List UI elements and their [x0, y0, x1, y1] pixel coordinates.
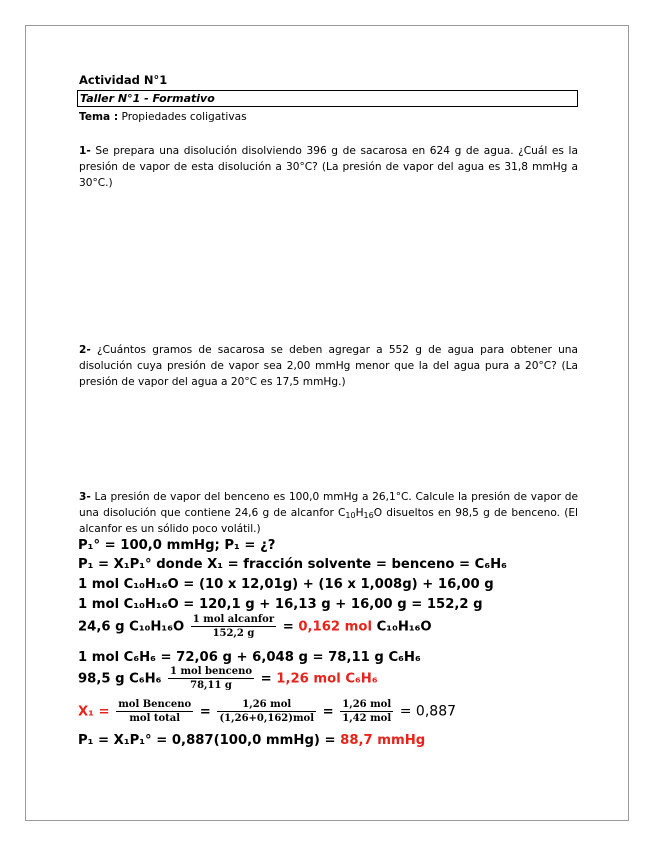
solution-line-2: P₁ = X₁P₁° donde X₁ = fracción solvente = benceno = C₆H₆ [78, 557, 507, 572]
fraction-denominator: 78,11 g [190, 680, 232, 691]
mole-fraction-substitution [217, 698, 316, 725]
activity-title: Actividad N°1 [79, 73, 168, 87]
fraction-denominator: mol total [129, 713, 181, 724]
question-1-text: Se prepara una disolución disolviendo 396 g de sacarosa en 624 g de agua. ¿Cuál es la presión de vapor de esta disolución a 30°C? (La presión de vapor del agua es 31,8 mmHg a 30°C.) [79, 145, 578, 189]
solution-line-8 [78, 698, 456, 725]
fraction-denominator: 152,2 g [212, 628, 255, 639]
solution-line-7 [78, 665, 378, 692]
question-3 [79, 489, 578, 537]
mole-fraction-result: = 0,887 [399, 703, 457, 720]
question-3-text-a: La presión de vapor del benceno es 100,0 mmHg a 26,1°C. Calcule la presión de vapor de una disolución que contiene 24,6 g de alcanfor C [79, 491, 578, 519]
fraction-denominator: (1,26+0,162)mol [219, 713, 315, 724]
question-2 [79, 342, 578, 390]
final-pressure-result: 88,7 mmHg [340, 733, 426, 748]
solution-line-6: 1 mol C₆H₆ = 72,06 g + 6,048 g = 78,11 g C₆H₆ [78, 650, 421, 665]
line-8-equals-1: = [199, 704, 211, 720]
question-3-sub-h: 16 [363, 511, 374, 520]
fraction-numerator: 1 mol alcanfor [192, 614, 275, 625]
question-2-text: ¿Cuántos gramos de sacarosa se deben agregar a 552 g de agua para obtener una disolución cuya presión de vapor sea 2,00 mmHg menor que la del agua pura a 20°C? (La presión de vapor del agua a 20°C es 17,5 mmHg.) [79, 344, 579, 388]
question-3-number: 3- [79, 491, 91, 503]
question-3-h: H [355, 507, 364, 519]
fraction-numerator: 1,26 mol [217, 698, 316, 712]
topic-value: Propiedades coligativas [121, 111, 247, 123]
mole-fraction-label: X₁ = [78, 704, 110, 720]
fraction-numerator: 1,26 mol [342, 699, 392, 710]
question-1 [79, 143, 578, 191]
topic-label: Tema : [79, 111, 119, 123]
fraction-denominator: 1,42 mol [342, 713, 392, 724]
solution-line-4: 1 mol C₁₀H₁₆O = 120,1 g + 16,13 g + 16,00 g = 152,2 g [78, 597, 483, 612]
line-5-formula: C₁₀H₁₆O [376, 619, 432, 635]
conversion-fraction-camphor [191, 613, 276, 640]
workshop-title: Taller N°1 - Formativo [80, 92, 215, 105]
solution-line-5 [78, 613, 432, 640]
document-page [25, 25, 629, 821]
conversion-fraction-benzene [168, 665, 254, 692]
workshop-header-box [77, 90, 578, 107]
solution-line-1: P₁° = 100,0 mmHg; P₁ = ¿? [78, 538, 276, 553]
fraction-numerator: mol Benceno [118, 699, 192, 710]
benzene-moles-result: 1,26 mol C₆H₆ [276, 671, 378, 687]
fraction-numerator: 1 mol benceno [170, 666, 253, 677]
question-2-number: 2- [79, 344, 91, 356]
topic-line [79, 109, 247, 125]
solution-line-9 [78, 733, 425, 748]
question-3-sub-c: 10 [345, 511, 356, 520]
solution-line-3: 1 mol C₁₀H₁₆O = (10 x 12,01g) + (16 x 1,008g) + 16,00 g [78, 577, 494, 592]
mole-fraction-simplified [340, 698, 393, 725]
line-8-equals-2: = [322, 704, 334, 720]
line-7-mass: 98,5 g C₆H₆ [78, 671, 162, 687]
question-1-number: 1- [79, 145, 91, 157]
line-5-equals: = [282, 619, 294, 635]
line-7-equals: = [260, 671, 272, 687]
line-5-mass: 24,6 g C₁₀H₁₆O [78, 619, 185, 635]
mole-fraction-definition [116, 698, 193, 725]
camphor-moles-result: 0,162 mol [298, 619, 373, 635]
question-3-text-b: O disueltos en 98,5 g de benceno. (El alcanfor es un sólido poco volátil.) [79, 507, 578, 535]
line-9-formula: P₁ = X₁P₁° = 0,887(100,0 mmHg) = [78, 733, 336, 748]
